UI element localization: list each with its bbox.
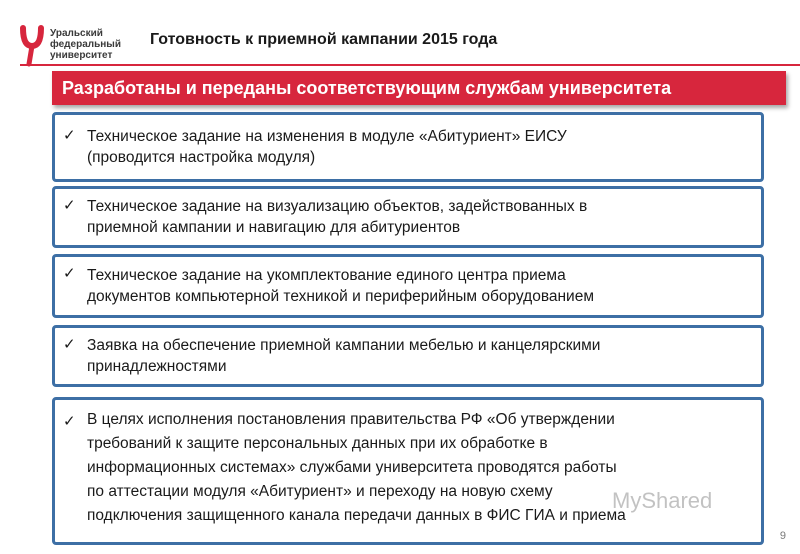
item-text-line: Заявка на обеспечение приемной кампании мебелью и канцелярскими <box>87 337 601 354</box>
item-text-line: по аттестации модуля «Абитуриент» и переходу на новую схему <box>87 483 553 500</box>
item-text-line: документов компьютерной техникой и периферийным оборудованием <box>87 288 594 305</box>
item-text-line: информационных системах» службами университета проводятся работы <box>87 459 617 476</box>
item-text-line: требований к защите персональных данных при их обработке в <box>87 435 548 452</box>
list-item <box>52 325 764 387</box>
item-text-line: подключения защищенного канала передачи данных в ФИС ГИА и приема <box>87 507 626 524</box>
item-text-line: (проводится настройка модуля) <box>87 149 316 166</box>
checkmark-icon: ✓ <box>63 265 76 282</box>
logo-text <box>50 28 121 61</box>
logo-line-1: Уральский <box>50 28 103 39</box>
checkmark-icon: ✓ <box>63 197 76 214</box>
checkmark-icon: ✓ <box>63 413 76 430</box>
list-item <box>52 397 764 545</box>
watermark: MyShared <box>612 488 713 513</box>
urfu-logo-icon <box>20 24 46 68</box>
checkmark-icon: ✓ <box>63 127 76 144</box>
section-banner: Разработаны и переданы соответствующим службам университета <box>52 71 786 105</box>
logo-line-2: федеральный <box>50 39 121 50</box>
checkmark-icon: ✓ <box>63 336 76 353</box>
page-title: Готовность к приемной кампании 2015 года <box>150 31 498 48</box>
page-number: 9 <box>779 530 786 542</box>
logo-line-3: университет <box>50 50 113 61</box>
list-item <box>52 186 764 248</box>
header-divider <box>20 64 800 66</box>
list-item <box>52 254 764 318</box>
item-text-line: Техническое задание на укомплектование единого центра приема <box>87 267 566 284</box>
list-item <box>52 112 764 182</box>
item-text-line: Техническое задание на изменения в модуле «Абитуриент» ЕИСУ <box>87 128 567 145</box>
item-text-line: Техническое задание на визуализацию объектов, задействованных в <box>87 198 588 215</box>
university-logo <box>20 24 140 68</box>
item-text-line: приемной кампании и навигацию для абитуриентов <box>87 219 461 236</box>
item-text-line: В целях исполнения постановления правительства РФ «Об утверждении <box>87 411 615 428</box>
item-text-line: принадлежностями <box>87 358 227 375</box>
